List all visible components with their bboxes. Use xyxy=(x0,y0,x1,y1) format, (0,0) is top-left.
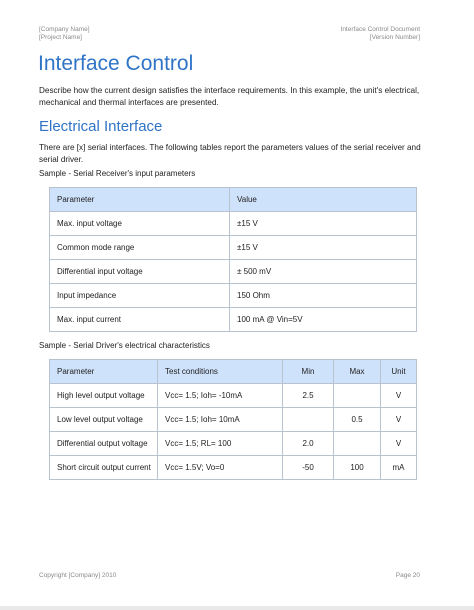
table-cell xyxy=(334,432,381,456)
table-cell: 0.5 xyxy=(334,408,381,432)
project-name: [Project Name] xyxy=(39,34,82,41)
table-row xyxy=(50,432,417,456)
table-cell: High level output voltage xyxy=(50,384,158,408)
footer-copyright: Copyright [Company] 2010 xyxy=(39,572,117,579)
table-cell: Short circuit output current xyxy=(50,456,158,480)
driver-characteristics-table xyxy=(49,359,417,480)
table-cell: -50 xyxy=(283,456,334,480)
column-header: Parameter xyxy=(50,360,158,384)
column-header: Max xyxy=(334,360,381,384)
table-cell: V xyxy=(381,408,417,432)
table-cell: V xyxy=(381,432,417,456)
table-row xyxy=(50,384,417,408)
table-cell: V xyxy=(381,384,417,408)
header-left xyxy=(39,26,90,42)
table-cell xyxy=(334,384,381,408)
column-header: Unit xyxy=(381,360,417,384)
column-header: Test conditions xyxy=(158,360,283,384)
table-cell: 2.5 xyxy=(283,384,334,408)
table-cell: 100 xyxy=(334,456,381,480)
section-heading: Electrical Interface xyxy=(39,118,163,135)
table2-caption: Sample - Serial Driver's electrical characteristics xyxy=(39,341,210,350)
header-right xyxy=(341,26,420,42)
table-cell: Vcc= 1.5; Ioh= 10mA xyxy=(158,408,283,432)
table-row xyxy=(50,408,417,432)
section-paragraph: There are [x] serial interfaces. The following tables report the parameters values of the serial receiver and serial driver. xyxy=(39,143,421,164)
table-row xyxy=(50,236,417,260)
table-cell: Vcc= 1.5; Ioh= -10mA xyxy=(158,384,283,408)
table-cell: Max. input voltage xyxy=(50,212,230,236)
table-cell xyxy=(283,408,334,432)
table-row xyxy=(50,308,417,332)
table-cell: 2.0 xyxy=(283,432,334,456)
table-cell: Vcc= 1.5; RL= 100 xyxy=(158,432,283,456)
company-name: [Company Name] xyxy=(39,26,90,33)
table-cell: 100 mA @ Vin=5V xyxy=(230,308,417,332)
page-title: Interface Control xyxy=(38,52,194,75)
version-number: [Version Number] xyxy=(369,34,420,41)
table-cell: Common mode range xyxy=(50,236,230,260)
table-cell: mA xyxy=(381,456,417,480)
table-cell: Input impedance xyxy=(50,284,230,308)
table-cell: ± 500 mV xyxy=(230,260,417,284)
table-cell: Differential output voltage xyxy=(50,432,158,456)
document-title: Interface Control Document xyxy=(340,26,420,33)
table-row xyxy=(50,284,417,308)
intro-paragraph: Describe how the current design satisfies the interface requirements. In this example, the unit's electrical, mechanical and thermal interfaces are presented. xyxy=(39,86,420,107)
table-cell: Vcc= 1.5V; Vo=0 xyxy=(158,456,283,480)
table-cell: Max. input current xyxy=(50,308,230,332)
column-header: Parameter xyxy=(50,188,230,212)
receiver-parameters-table xyxy=(49,187,417,332)
page-number: Page 20 xyxy=(395,572,420,579)
column-header: Value xyxy=(230,188,417,212)
table-row xyxy=(50,212,417,236)
table-cell: Differential input voltage xyxy=(50,260,230,284)
table-cell: ±15 V xyxy=(230,212,417,236)
table-cell: 150 Ohm xyxy=(230,284,417,308)
page-bottom-edge xyxy=(0,606,474,610)
table-header-row xyxy=(50,188,417,212)
table-cell: ±15 V xyxy=(230,236,417,260)
table-row xyxy=(50,260,417,284)
table1-caption: Sample - Serial Receiver's input parameters xyxy=(39,169,196,178)
column-header: Min xyxy=(283,360,334,384)
table-row xyxy=(50,456,417,480)
table-cell: Low level output voltage xyxy=(50,408,158,432)
table-header-row xyxy=(50,360,417,384)
